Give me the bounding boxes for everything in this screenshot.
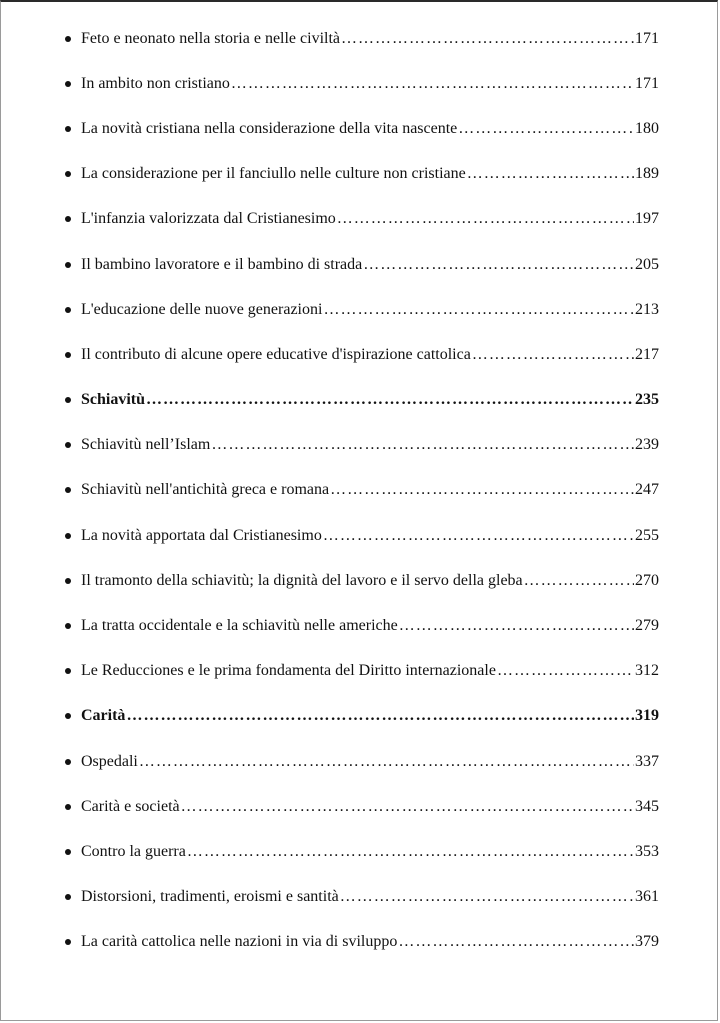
bullet-icon <box>65 36 71 42</box>
bullet-icon <box>65 623 71 629</box>
table-of-contents <box>65 16 659 965</box>
dot-leader <box>467 164 634 184</box>
dot-leader <box>497 661 634 681</box>
dot-leader <box>211 435 634 455</box>
toc-entry-page: 171 <box>635 29 659 47</box>
toc-entry-title: Carità e società <box>81 797 180 815</box>
toc-entry <box>65 287 659 332</box>
bullet-icon <box>65 487 71 493</box>
toc-entry-page: 353 <box>635 842 659 860</box>
toc-entry-page: 205 <box>635 255 659 273</box>
toc-entry <box>65 61 659 106</box>
toc-entry-title: L'educazione delle nuove generazioni <box>81 300 323 318</box>
toc-entry-title: La carità cattolica nelle nazioni in via di sviluppo <box>81 933 398 951</box>
toc-entry-title: Carità <box>81 707 126 725</box>
toc-entry <box>65 603 659 648</box>
bullet-icon <box>65 216 71 222</box>
bullet-icon <box>65 939 71 945</box>
toc-entry-page: 270 <box>635 571 659 589</box>
toc-entry-title: La tratta occidentale e la schiavitù nelle americhe <box>81 617 398 635</box>
bullet-icon <box>65 533 71 539</box>
bullet-icon <box>65 262 71 268</box>
bullet-icon <box>65 397 71 403</box>
toc-entry-page: 379 <box>635 933 659 951</box>
toc-entry-title: Distorsioni, tradimenti, eroismi e santità <box>81 888 339 906</box>
toc-entry <box>65 829 659 874</box>
bullet-icon <box>65 578 71 584</box>
dot-leader <box>323 300 634 320</box>
toc-entry-title: Schiavitù nell'antichità greca e romana <box>81 481 330 499</box>
dot-leader <box>187 842 634 862</box>
toc-entry <box>65 513 659 558</box>
bullet-icon <box>65 352 71 358</box>
dot-leader <box>472 345 634 365</box>
dot-leader <box>399 616 634 636</box>
toc-entry-title: Il contributo di alcune opere educative d'ispirazione cattolica <box>81 345 471 363</box>
toc-entry <box>65 423 659 468</box>
toc-section-heading <box>65 378 659 423</box>
toc-entry-page: 279 <box>635 617 659 635</box>
toc-entry <box>65 468 659 513</box>
dot-leader <box>524 571 634 591</box>
toc-entry-page: 189 <box>635 165 659 183</box>
toc-section-heading <box>65 694 659 739</box>
dot-leader <box>231 74 634 94</box>
bullet-icon <box>65 442 71 448</box>
dot-leader <box>458 119 634 139</box>
toc-entry-title: Schiavitù <box>81 391 146 409</box>
toc-entry <box>65 152 659 197</box>
toc-entry-title: In ambito non cristiano <box>81 74 230 92</box>
toc-entry <box>65 16 659 61</box>
toc-entry <box>65 649 659 694</box>
toc-entry-page: 345 <box>635 797 659 815</box>
dot-leader <box>126 706 634 726</box>
toc-entry-page: 255 <box>635 526 659 544</box>
dot-leader <box>139 752 634 772</box>
dot-leader <box>146 390 634 410</box>
toc-entry-page: 247 <box>635 481 659 499</box>
toc-entry <box>65 106 659 151</box>
toc-entry-title: L'infanzia valorizzata dal Cristianesimo <box>81 210 336 228</box>
toc-entry-page: 213 <box>635 300 659 318</box>
dot-leader <box>341 29 634 49</box>
toc-entry-page: 235 <box>635 391 659 409</box>
toc-entry-title: Ospedali <box>81 752 138 770</box>
toc-entry <box>65 920 659 965</box>
toc-entry-title: La novità apportata dal Cristianesimo <box>81 526 322 544</box>
dot-leader <box>363 255 634 275</box>
dot-leader <box>181 797 634 817</box>
toc-entry <box>65 332 659 377</box>
toc-entry-title: Le Reducciones e le prima fondamenta del Diritto internazionale <box>81 662 496 680</box>
toc-entry-title: Il bambino lavoratore e il bambino di strada <box>81 255 363 273</box>
toc-entry-title: La novità cristiana nella considerazione della vita nascente <box>81 119 458 137</box>
toc-entry-page: 239 <box>635 436 659 454</box>
bullet-icon <box>65 171 71 177</box>
toc-entry <box>65 558 659 603</box>
toc-entry <box>65 242 659 287</box>
bullet-icon <box>65 759 71 765</box>
bullet-icon <box>65 894 71 900</box>
dot-leader <box>340 887 634 907</box>
bullet-icon <box>65 126 71 132</box>
toc-entry <box>65 784 659 829</box>
toc-entry-page: 197 <box>635 210 659 228</box>
toc-entry <box>65 197 659 242</box>
toc-entry <box>65 739 659 784</box>
toc-entry-page: 312 <box>635 662 659 680</box>
toc-entry-page: 337 <box>635 752 659 770</box>
bullet-icon <box>65 713 71 719</box>
bullet-icon <box>65 804 71 810</box>
dot-leader <box>337 209 634 229</box>
dot-leader <box>330 480 634 500</box>
toc-entry-title: Feto e neonato nella storia e nelle civiltà <box>81 29 341 47</box>
bullet-icon <box>65 307 71 313</box>
bullet-icon <box>65 81 71 87</box>
toc-entry-title: La considerazione per il fanciullo nelle culture non cristiane <box>81 165 466 183</box>
dot-leader <box>323 526 634 546</box>
dot-leader <box>398 932 634 952</box>
bullet-icon <box>65 849 71 855</box>
toc-entry-page: 319 <box>635 707 659 725</box>
toc-entry-page: 171 <box>635 74 659 92</box>
toc-entry-page: 217 <box>635 345 659 363</box>
toc-entry <box>65 875 659 920</box>
toc-entry-page: 180 <box>635 119 659 137</box>
bullet-icon <box>65 668 71 674</box>
toc-entry-title: Il tramonto della schiavitù; la dignità del lavoro e il servo della gleba <box>81 571 523 589</box>
toc-entry-title: Schiavitù nell’Islam <box>81 436 211 454</box>
toc-entry-page: 361 <box>635 888 659 906</box>
toc-entry-title: Contro la guerra <box>81 842 186 860</box>
